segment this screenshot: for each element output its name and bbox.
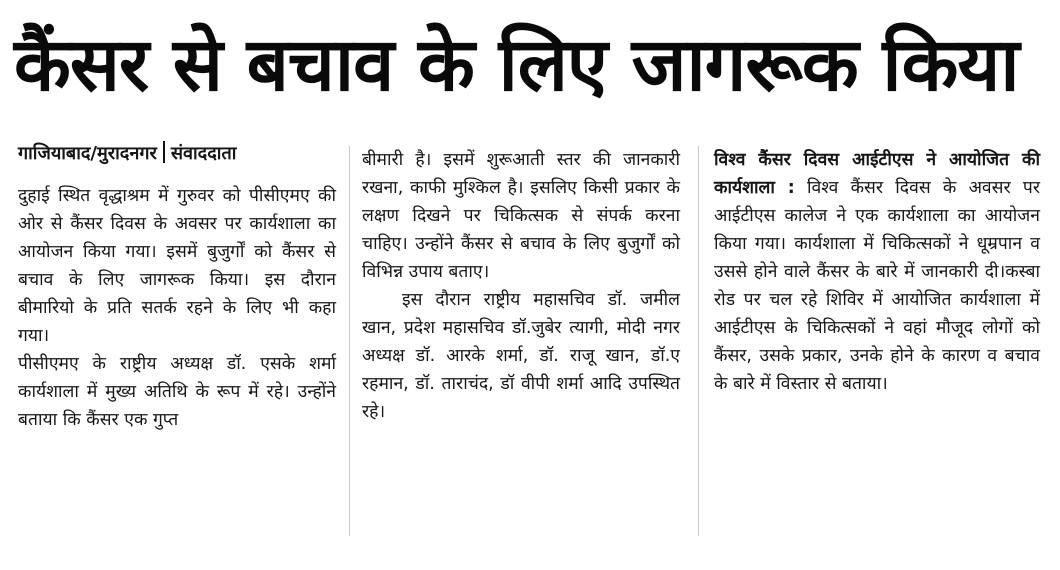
paragraph: पीसीएमए के राष्ट्रीय अध्यक्ष डॉ. एसके शर्मा कार्यशाला में मुख्य अतिथि के रूप में रहे। उन्होंने बताया कि कैंसर एक गुप्त [18, 354, 336, 430]
sidebar-story [714, 146, 1040, 398]
paragraph: बीमारी है। इसमें शुरूआती स्तर की जानकारी रखना, काफी मुश्किल है। इसलिए किसी प्रकार के लक्षण दिखने पर चिकित्सक से संपर्क करना चाहिए। उन्होंने कैंसर से बचाव के लिए बुजुर्गों को विभिन्न उपाय बताए। [362, 150, 680, 282]
sidebar-story-body: विश्व कैंसर दिवस के अवसर पर आईटीएस कालेज ने एक कार्यशाला का आयोजन किया गया। कार्यशाला में चिकित्सकों ने धूम्रपान व उससे होने वाले कैंसर के बारे में जानकारी दी।कस्बा रोड पर चल रहे शिविर में आयोजित कार्यशाला में आईटीएस के चिकित्सकों ने वहां मौजूद लोगों को कैंसर, उसके प्रकार, उनके होने के कारण व बचाव के बारे में विस्तार से बताया। [714, 178, 1040, 394]
headline: कैंसर से बचाव के लिए जागरूक किया [14, 22, 1019, 108]
article-column-3 [714, 146, 1040, 398]
paragraph: इस दौरान राष्ट्रीय महासचिव डॉ. जमील खान, प्रदेश महासचिव डॉ.जुबेर त्यागी, मोदी नगर अध्यक्ष डॉ. आरके शर्मा, डॉ. राजू खान, डॉ.ए रहमान, डॉ. ताराचंद, डॉ वीपी शर्मा आदि उपस्थित रहे। [362, 290, 680, 422]
article-column-2 [362, 146, 680, 426]
dateline-separator [163, 141, 165, 163]
column-divider [349, 146, 350, 536]
column-divider [698, 146, 699, 536]
article-column-1 [18, 140, 336, 434]
dateline-reporter: संवाददाता [170, 143, 237, 164]
subheading: विश्व कैंसर दिवस आईटीएस ने आयोजित की कार्यशाला : [714, 150, 1040, 198]
paragraph: दुहाई स्थित वृद्धाश्रम में गुरुवर को पीसीएमए की ओर से कैंसर दिवस के अवसर पर कार्यशाला का आयोजन किया गया। इसमें बुजुर्गों को कैंसर से बचाव के लिए जागरूक किया। इस दौरान बीमारियो के प्रति सतर्क रहने के लिए भी कहा गया। [18, 186, 336, 346]
dateline [18, 140, 336, 168]
dateline-place: गाजियाबाद/मुरादनगर [18, 143, 157, 164]
